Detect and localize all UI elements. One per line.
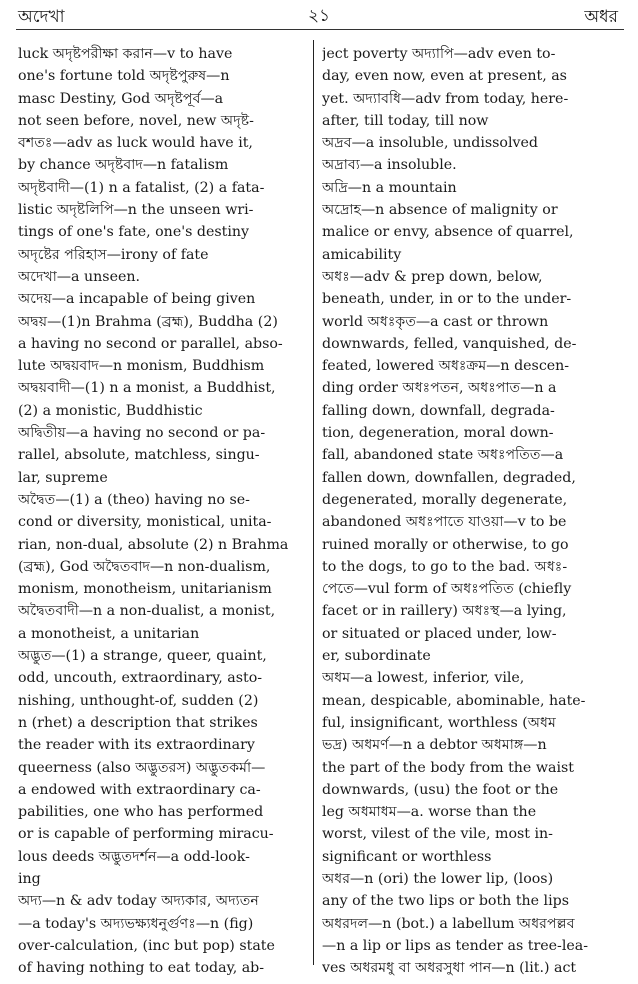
text-line: —a today's অদ্যভক্ষ্যধনুর্গুণঃ—n (fig) [18,915,254,932]
text-line: worst, vilest of the vile, most in- [322,826,553,843]
text-line: ruined morally or otherwise, to go [322,536,569,553]
text-line: অধর—n (ori) the lower lip, (loos) [322,870,554,887]
page-header [16,0,622,30]
text-line: by chance অদৃষ্টবাদ—n fatalism [18,157,229,174]
text-line: lous deeds অদ্ভুতদর্শন—a odd-look- [18,848,250,865]
text-line: nishing, unthought-of, sudden (2) [18,692,259,709]
text-line: luck অদৃষ্টপরীক্ষা করান—v to have [18,46,233,62]
right-column [322,43,622,979]
text-line: queerness (also অদ্ভুতরস) অদ্ভুতকর্মা— [18,759,266,776]
header-left-guide-word: অদেখা [18,7,65,27]
header-rule [16,29,624,30]
text-line: অদ্বৈত—(1) a (theo) having no se- [18,491,250,508]
text-line: to the dogs, to go to the bad. অধঃ- [322,558,568,575]
text-line: ject poverty অদ্যাপি—adv even to- [322,46,556,62]
text-line: over-calculation, (inc but pop) state [18,937,275,954]
text-line: degenerated, morally degenerate, [322,491,568,508]
text-line: tion, degeneration, moral down- [322,425,554,442]
text-line: বশতঃ—adv as luck would have it, [18,135,253,152]
text-line: পেতে—vul form of অধঃপতিত (chiefly [322,581,572,598]
text-line: n (rhet) a description that strikes [18,714,258,731]
text-line: any of the two lips or both the lips [322,893,569,910]
text-line: অদৃষ্টবাদী—(1) n a fatalist, (2) a fata- [18,179,265,196]
text-line: feated, lowered অধঃক্রম—n descen- [322,358,570,375]
text-line: fallen down, downfallen, degraded, [322,469,576,486]
text-line: (ব্রহ্ম), God অদ্বৈতবাদ—n non-dualism, [18,558,271,575]
text-line: অদ্রাব্য—a insoluble. [322,157,457,174]
text-line: falling down, downfall, degrada- [322,402,555,419]
text-line: monism, monotheism, unitarianism [18,581,272,598]
page-number: ২১ [307,6,331,26]
header-right-guide-word: অধর [584,7,618,27]
text-line: ভদ্র) অধমর্ণ—n a debtor অধমাঙ্গ—n [322,737,547,754]
text-line: one's fortune told অদৃষ্টপুরুষ—n [18,68,230,85]
text-line: abandoned অধঃপাতে যাওয়া—v to be [322,514,567,531]
text-line: a monotheist, a unitarian [18,625,200,642]
text-line: masc Destiny, God অদৃষ্টপূর্ব—a [18,90,224,107]
text-line: mean, despicable, abominable, hate- [322,692,586,709]
text-line: beneath, under, in or to the under- [322,291,572,308]
text-line: a having no second or parallel, abso- [18,335,283,352]
text-line: or is capable of performing miracu- [18,826,274,843]
text-line: the part of the body from the waist [322,759,574,776]
text-line: অদেয়—a incapable of being given [18,291,256,308]
text-line: অধরদল—n (bot.) a labellum অধরপল্লব [322,915,575,932]
text-line: downwards, felled, vanquished, de- [322,335,577,352]
column-divider [313,40,314,965]
text-line: malice or envy, absence of quarrel, [322,224,574,241]
text-line: odd, uncouth, extraordinary, asto- [18,670,263,687]
text-line: rallel, absolute, matchless, singu- [18,447,260,464]
left-column [18,43,314,979]
text-line: অদ্রোহ—n absence of malignity or [322,202,558,219]
text-line: significant or worthless [322,848,492,865]
text-line: অধম—a lowest, inferior, vile, [322,670,525,687]
text-line: অধঃ—adv & prep down, below, [322,268,543,285]
text-line: অদ্বিতীয়—a having no second or pa- [18,425,266,442]
text-line: অদ্রব—a insoluble, undissolved [322,135,539,152]
text-line: cond or diversity, monistical, unita- [18,514,272,531]
text-line: অদেখা—a unseen. [18,268,141,285]
text-line: অদ্বয়বাদী—(1) n a monist, a Buddhist, [18,380,276,397]
text-line: facet or in raillery) অধঃস্থ—a lying, [322,603,567,620]
text-line: ves অধরমধু বা অধরসুধা পান—n (lit.) act [322,960,577,977]
text-line: অদ্ভুত—(1) a strange, queer, quaint, [18,648,267,665]
text-line: world অধঃকৃত—a cast or thrown [322,313,549,330]
text-line: pabilities, one who has performed [18,804,264,821]
text-line: অদ্বয়—(1)n Brahma (ব্রহ্ম), Buddha (2) [18,313,278,330]
text-line: ful, insignificant, worthless (অধম [322,714,556,731]
text-line: of having nothing to eat today, ab- [18,960,265,977]
text-line: অদ্বৈতবাদী—n a non-dualist, a monist, [18,603,276,620]
text-line: —n a lip or lips as tender as tree-lea- [322,937,589,954]
text-line: the reader with its extraordinary [18,737,255,754]
text-line: অদৃষ্টের পরিহাস—irony of fate [18,246,209,263]
text-line: অদ্রি—n a mountain [322,179,457,196]
text-line: rian, non-dual, absolute (2) n Brahma [18,536,289,553]
text-line: amicability [322,246,402,263]
text-line: er, subordinate [322,648,431,665]
text-line: day, even now, even at present, as [322,68,567,85]
text-line: downwards, (usu) the foot or the [322,781,559,798]
text-line: (2) a monistic, Buddhistic [18,402,203,419]
text-line: yet. অদ্যাবধি—adv from today, here- [322,90,569,107]
text-line: a endowed with extraordinary ca- [18,781,261,798]
text-line: tings of one's fate, one's destiny [18,224,250,241]
text-line: ding order অধঃপতন, অধঃপাত—n a [322,380,557,397]
text-line: not seen before, novel, new অদৃষ্ট- [18,112,254,129]
text-line: lar, supreme [18,469,108,486]
text-line: fall, abandoned state অধঃপতিত—a [322,447,564,464]
text-line: lute অদ্বয়বাদ—n monism, Buddhism [18,358,265,375]
text-line: leg অধমাধম—a. worse than the [322,804,537,821]
text-line: or situated or placed under, low- [322,625,557,642]
text-line: listic অদৃষ্টলিপি—n the unseen wri- [18,202,254,219]
text-line: ing [18,870,41,887]
text-line: অদ্য—n & adv today অদ্যকার, অদ্যতন [18,893,259,910]
text-line: after, till today, till now [322,112,489,129]
